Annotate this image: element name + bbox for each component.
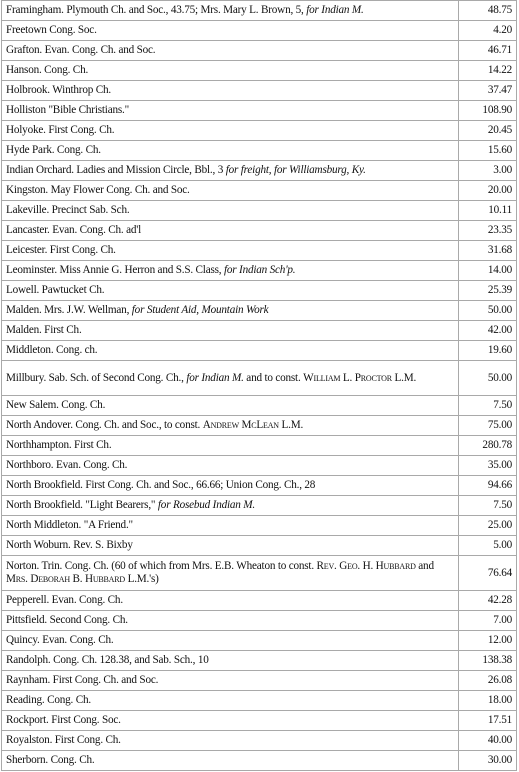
table-row — [2, 671, 517, 691]
amount-cell: 25.39 — [459, 281, 517, 301]
amount-cell: 5.00 — [459, 536, 517, 556]
amount-cell: 94.66 — [459, 476, 517, 496]
description-text: Holyoke. First Cong. Ch. — [6, 124, 115, 136]
description-text: Holbrook. Winthrop Ch. — [6, 84, 111, 96]
amount-cell: 31.68 — [459, 241, 517, 261]
description-text: Raynham. First Cong. Ch. and Soc. — [6, 674, 159, 686]
donor-description-cell — [2, 221, 459, 241]
table-row — [2, 241, 517, 261]
description-text: Leominster. Miss Annie G. Herron and S.S. Class, — [6, 264, 224, 276]
table-row — [2, 361, 517, 396]
table-row — [2, 61, 517, 81]
table-row — [2, 436, 517, 456]
donor-description-cell — [2, 731, 459, 751]
donor-description-cell — [2, 671, 459, 691]
donor-description-cell — [2, 61, 459, 81]
description-text: Northhampton. First Ch. — [6, 439, 112, 451]
amount-cell: 30.00 — [459, 751, 517, 771]
donor-description-cell — [2, 396, 459, 416]
donor-description-cell — [2, 361, 459, 396]
description-text: North Brookfield. First Cong. Ch. and Soc., 66.66; Union Cong. Ch., 28 — [6, 479, 316, 491]
description-text: Lancaster. Evan. Cong. Ch. ad'l — [6, 224, 142, 236]
table-row — [2, 591, 517, 611]
amount-cell: 76.64 — [459, 556, 517, 591]
donor-description-cell — [2, 536, 459, 556]
amount-cell: 75.00 — [459, 416, 517, 436]
amount-cell: 7.50 — [459, 396, 517, 416]
italic-designation: for freight, for Williamsburg, Ky. — [225, 164, 366, 176]
donor-description-cell — [2, 516, 459, 536]
table-row — [2, 711, 517, 731]
description-text: Pittsfield. Second Cong. Ch. — [6, 614, 128, 626]
description-text: Holliston "Bible Christians." — [6, 104, 129, 116]
italic-designation: for Indian M. — [186, 371, 244, 384]
donor-description-cell — [2, 301, 459, 321]
table-row — [2, 321, 517, 341]
table-row — [2, 651, 517, 671]
donor-description-cell — [2, 141, 459, 161]
amount-cell: 50.00 — [459, 361, 517, 396]
donor-description-cell — [2, 341, 459, 361]
description-text: Malden. Mrs. J.W. Wellman, — [6, 304, 132, 316]
italic-designation: for Indian M. — [306, 4, 364, 16]
smallcaps-name: William L. Proctor — [303, 371, 392, 384]
description-text: Indian Orchard. Ladies and Mission Circle, Bbl., 3 — [6, 164, 226, 176]
donor-description-cell — [2, 81, 459, 101]
description-text: Reading. Cong. Ch. — [6, 694, 91, 706]
amount-cell: 42.28 — [459, 591, 517, 611]
amount-cell: 3.00 — [459, 161, 517, 181]
description-text: L.M. — [278, 419, 304, 431]
table-row — [2, 261, 517, 281]
donor-description-cell — [2, 21, 459, 41]
donor-description-cell — [2, 321, 459, 341]
description-text: Norton. Trin. Cong. Ch. (60 of which from Mrs. E.B. Wheaton to const. — [6, 560, 317, 572]
amount-cell: 42.00 — [459, 321, 517, 341]
donor-description-cell — [2, 456, 459, 476]
smallcaps-name: Andrew McLean — [202, 419, 279, 431]
donor-description-cell — [2, 281, 459, 301]
description-text: Pepperell. Evan. Cong. Ch. — [6, 594, 123, 606]
description-text: Middleton. Cong. ch. — [6, 344, 98, 356]
table-row — [2, 496, 517, 516]
donor-description-cell — [2, 611, 459, 631]
description-text: North Brookfield. "Light Bearers," — [6, 499, 158, 511]
description-text: L.M.'s) — [124, 573, 159, 585]
description-text: Leicester. First Cong. Ch. — [6, 244, 116, 256]
description-text: Hyde Park. Cong. Ch. — [6, 144, 101, 156]
table-row — [2, 631, 517, 651]
table-row — [2, 181, 517, 201]
donor-description-cell — [2, 161, 459, 181]
donor-description-cell — [2, 691, 459, 711]
donor-description-cell — [2, 121, 459, 141]
amount-cell: 15.60 — [459, 141, 517, 161]
donor-description-cell — [2, 101, 459, 121]
italic-designation: for Indian Sch'p. — [223, 264, 296, 276]
smallcaps-name: Rev. Geo. H. Hubbard — [316, 560, 416, 572]
amount-cell: 18.00 — [459, 691, 517, 711]
table-row — [2, 516, 517, 536]
amount-cell: 14.00 — [459, 261, 517, 281]
description-text: Grafton. Evan. Cong. Ch. and Soc. — [6, 44, 156, 56]
description-text: Sherborn. Cong. Ch. — [6, 754, 95, 766]
amount-cell: 20.00 — [459, 181, 517, 201]
amount-cell: 23.35 — [459, 221, 517, 241]
donor-description-cell — [2, 651, 459, 671]
table-row — [2, 456, 517, 476]
amount-cell: 48.75 — [459, 1, 517, 21]
description-text: Malden. First Ch. — [6, 324, 82, 336]
donor-description-cell — [2, 201, 459, 221]
description-text: North Andover. Cong. Ch. and Soc., to const. — [6, 419, 203, 431]
description-text: Lakeville. Precinct Sab. Sch. — [6, 204, 130, 216]
description-text: Rockport. First Cong. Soc. — [6, 714, 121, 726]
table-row — [2, 221, 517, 241]
donor-description-cell — [2, 436, 459, 456]
description-text: North Middleton. "A Friend." — [6, 519, 133, 531]
donor-description-cell — [2, 1, 459, 21]
description-text: Millbury. Sab. Sch. of Second Cong. Ch., — [6, 371, 187, 384]
italic-designation: for Student Aid, Mountain Work — [131, 304, 269, 316]
amount-cell: 46.71 — [459, 41, 517, 61]
donations-table-body — [2, 1, 517, 771]
amount-cell: 4.20 — [459, 21, 517, 41]
amount-cell: 7.50 — [459, 496, 517, 516]
description-text: North Woburn. Rev. S. Bixby — [6, 539, 133, 551]
amount-cell: 7.00 — [459, 611, 517, 631]
description-text: Kingston. May Flower Cong. Ch. and Soc. — [6, 184, 190, 196]
donor-description-cell — [2, 496, 459, 516]
table-row — [2, 81, 517, 101]
table-row — [2, 396, 517, 416]
amount-cell: 26.08 — [459, 671, 517, 691]
table-row — [2, 101, 517, 121]
description-text: and — [415, 560, 434, 572]
table-row — [2, 301, 517, 321]
table-row — [2, 41, 517, 61]
amount-cell: 280.78 — [459, 436, 517, 456]
description-text: Freetown Cong. Soc. — [6, 24, 97, 36]
description-text: L.M. — [391, 371, 417, 384]
description-text: New Salem. Cong. Ch. — [6, 399, 106, 411]
donor-description-cell — [2, 591, 459, 611]
table-row — [2, 161, 517, 181]
donations-table — [1, 0, 517, 771]
amount-cell: 17.51 — [459, 711, 517, 731]
amount-cell: 37.47 — [459, 81, 517, 101]
description-text: Randolph. Cong. Ch. 128.38, and Sab. Sch., 10 — [6, 654, 209, 666]
amount-cell: 19.60 — [459, 341, 517, 361]
table-row — [2, 121, 517, 141]
donor-description-cell — [2, 476, 459, 496]
table-row — [2, 691, 517, 711]
description-text: Framingham. Plymouth Ch. and Soc., 43.75; Mrs. Mary L. Brown, 5, — [6, 4, 307, 16]
donor-description-cell — [2, 751, 459, 771]
donor-description-cell — [2, 241, 459, 261]
table-row — [2, 536, 517, 556]
donor-description-cell — [2, 631, 459, 651]
italic-designation: for Rosebud Indian M. — [157, 499, 255, 511]
description-text: Quincy. Evan. Cong. Ch. — [6, 634, 114, 646]
table-row — [2, 341, 517, 361]
description-text: Hanson. Cong. Ch. — [6, 64, 89, 76]
description-text: Royalston. First Cong. Ch. — [6, 734, 121, 746]
table-row — [2, 751, 517, 771]
table-row — [2, 476, 517, 496]
table-row — [2, 141, 517, 161]
amount-cell: 20.45 — [459, 121, 517, 141]
amount-cell: 10.11 — [459, 201, 517, 221]
table-row — [2, 556, 517, 591]
description-text: and to const. — [243, 371, 304, 384]
amount-cell: 25.00 — [459, 516, 517, 536]
table-row — [2, 611, 517, 631]
description-text: Northboro. Evan. Cong. Ch. — [6, 459, 128, 471]
amount-cell: 14.22 — [459, 61, 517, 81]
donor-description-cell — [2, 41, 459, 61]
table-row — [2, 416, 517, 436]
amount-cell: 108.90 — [459, 101, 517, 121]
table-row — [2, 1, 517, 21]
amount-cell: 35.00 — [459, 456, 517, 476]
amount-cell: 40.00 — [459, 731, 517, 751]
donor-description-cell — [2, 556, 459, 591]
donor-description-cell — [2, 711, 459, 731]
amount-cell: 138.38 — [459, 651, 517, 671]
amount-cell: 12.00 — [459, 631, 517, 651]
donor-description-cell — [2, 261, 459, 281]
donor-description-cell — [2, 181, 459, 201]
description-text: Lowell. Pawtucket Ch. — [6, 284, 105, 296]
donor-description-cell — [2, 416, 459, 436]
table-row — [2, 281, 517, 301]
table-row — [2, 731, 517, 751]
table-row — [2, 201, 517, 221]
table-row — [2, 21, 517, 41]
amount-cell: 50.00 — [459, 301, 517, 321]
smallcaps-name: Mrs. Deborah B. Hubbard — [6, 573, 125, 585]
